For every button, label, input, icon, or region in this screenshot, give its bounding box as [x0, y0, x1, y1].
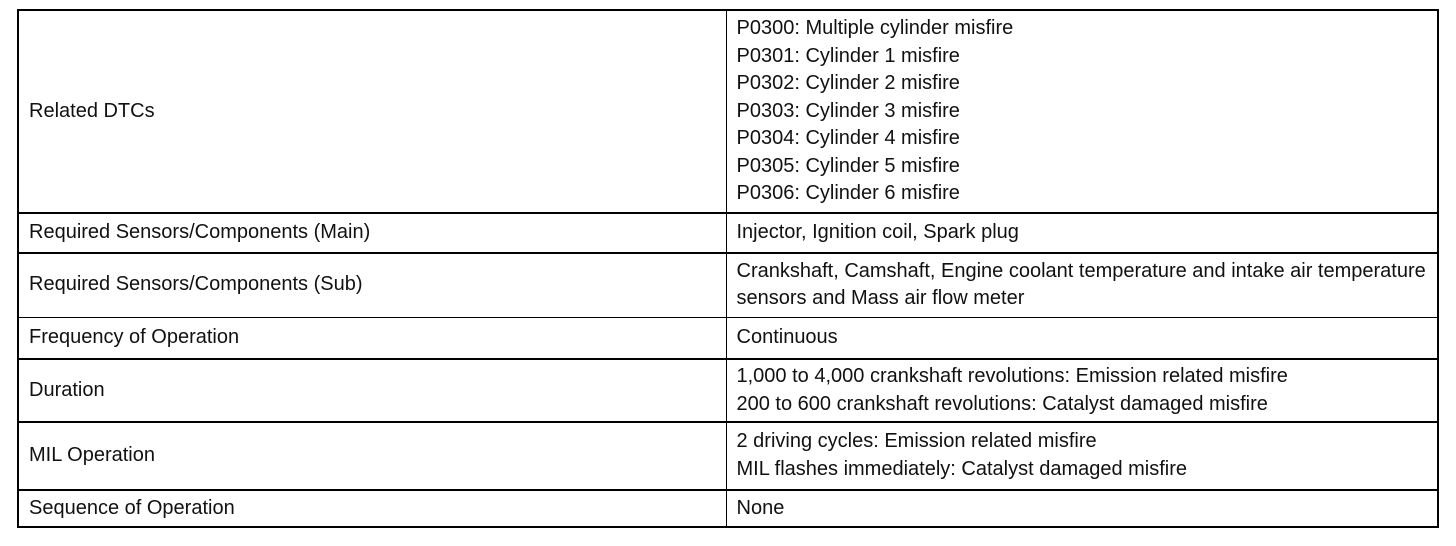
table-row-related-dtcs: [18, 10, 1438, 213]
table-row-required-sub: [18, 253, 1438, 317]
value-cell: [726, 253, 1438, 317]
label-cell: MIL Operation: [18, 422, 726, 490]
value-cell: [726, 359, 1438, 422]
value-text: None: [736, 496, 785, 519]
label-cell: Frequency of Operation: [18, 317, 726, 359]
value-cell: [726, 422, 1438, 490]
value-cell: [726, 213, 1438, 253]
table-row-mil-operation: [18, 422, 1438, 490]
label-cell: Duration: [18, 359, 726, 422]
dtc-line: P0301: Cylinder 1 misfire: [736, 44, 960, 67]
dtc-line: P0305: Cylinder 5 misfire: [736, 154, 960, 177]
label-cell: Sequence of Operation: [18, 490, 726, 527]
dtc-line: P0304: Cylinder 4 misfire: [736, 127, 960, 150]
table-row-required-main: [18, 213, 1438, 253]
value-cell: [726, 490, 1438, 527]
label-cell: Required Sensors/Components (Sub): [18, 253, 726, 317]
value-text: Crankshaft, Camshaft, Engine coolant temperature and intake air temperature sensors and Mass air flow meter: [736, 259, 1426, 310]
value-cell: [726, 10, 1438, 213]
dtc-line: P0306: Cylinder 6 misfire: [736, 182, 960, 205]
dtc-line: P0303: Cylinder 3 misfire: [736, 99, 960, 122]
value-text: Continuous: [736, 325, 838, 348]
value-text: 1,000 to 4,000 crankshaft revolutions: Emission related misfire: [736, 364, 1288, 387]
value-text: 200 to 600 crankshaft revolutions: Catalyst damaged misfire: [736, 392, 1268, 415]
value-text: MIL flashes immediately: Catalyst damaged misfire: [736, 458, 1188, 480]
table-row-frequency: [18, 317, 1438, 359]
value-text: 2 driving cycles: Emission related misfire: [736, 430, 1097, 453]
table-row-sequence: [18, 490, 1438, 527]
table-row-duration: [18, 359, 1438, 422]
label-cell: Related DTCs: [18, 10, 726, 213]
dtc-line: P0300: Multiple cylinder misfire: [736, 16, 1014, 39]
value-text: Injector, Ignition coil, Spark plug: [736, 221, 1019, 244]
monitor-spec-table: [17, 9, 1439, 528]
value-cell: [726, 317, 1438, 359]
label-cell: Required Sensors/Components (Main): [18, 213, 726, 253]
dtc-line: P0302: Cylinder 2 misfire: [736, 72, 960, 95]
